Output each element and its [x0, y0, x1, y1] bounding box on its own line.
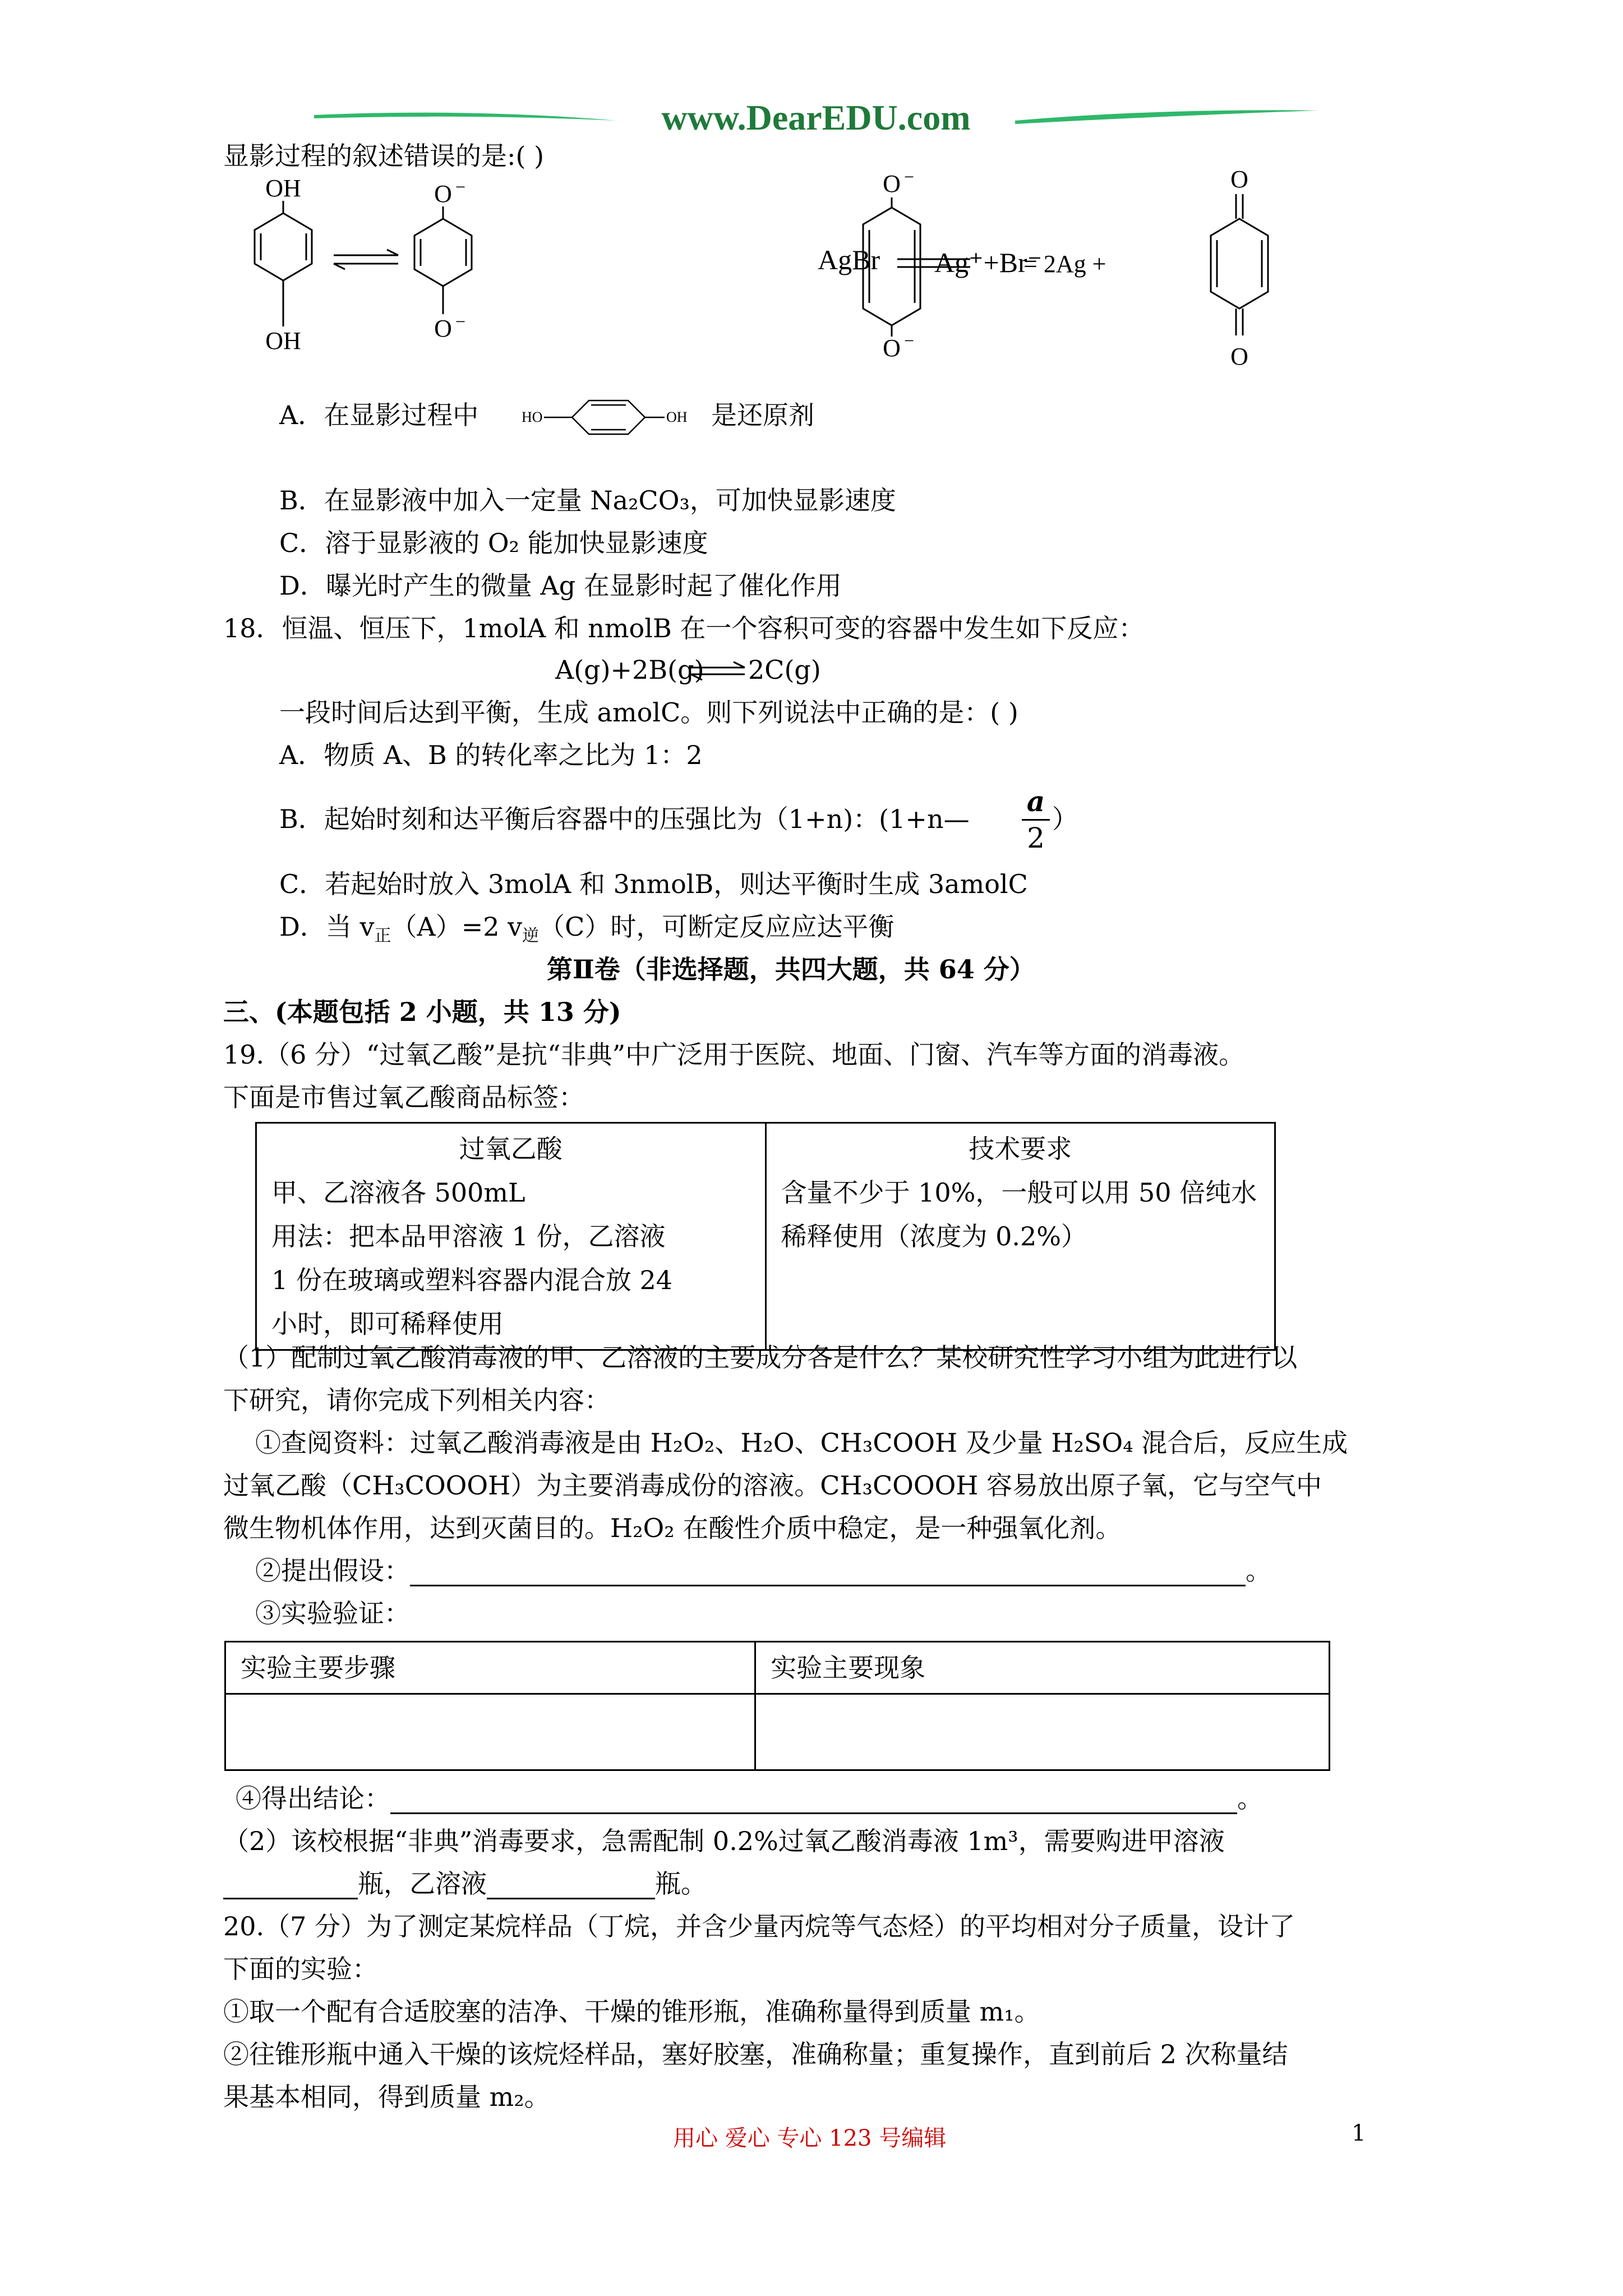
minus-bottom-r: − [904, 330, 915, 351]
hypothesis-period: 。 [1246, 1556, 1271, 1586]
q17-option-a-post: 是还原剂 [711, 400, 814, 430]
optD-mid: （A）=2 v [391, 912, 523, 942]
q17-option-d: D．曝光时产生的微量 Ag 在显影时起了催化作用 [279, 570, 842, 601]
optD-pre: D．当 v [279, 912, 375, 942]
q19-step1-line3: 微生物机体作用，达到灭菌目的。H₂O₂ 在酸性介质中稳定，是一种强氧化剂。 [223, 1513, 1122, 1543]
q18-equilibrium-arrow [689, 660, 747, 682]
q17-option-b: B．在显影液中加入一定量 Na₂CO₃，可加快显影速度 [279, 485, 896, 516]
label-right-line: 稀释使用（浓度为 0.2%） [781, 1221, 1087, 1251]
page-number: 1 [1352, 2120, 1366, 2146]
q19-part2-line1: （2）该校根据“非典”消毒要求，急需配制 0.2%过氧乙酸消毒液 1m³，需要购进甲溶液 [223, 1826, 1225, 1856]
hypothesis-label: ②提出假设： [255, 1556, 410, 1586]
fraction-numerator: a [1022, 784, 1050, 821]
q17-option-c: C．溶于显影液的 O₂ 能加快显影速度 [279, 528, 708, 558]
label-right-title: 技术要求 [969, 1134, 1072, 1164]
conclusion-label: ④得出结论： [236, 1783, 390, 1814]
q18-equation-left: A(g)+2B(g) [555, 655, 704, 685]
q17-option-a-pre: A．在显影过程中 [279, 400, 479, 430]
bottle-b-blank[interactable] [487, 1873, 655, 1899]
ring-right [414, 219, 472, 286]
q19-part1-line2: 下研究，请你完成下列相关内容： [223, 1385, 610, 1415]
q18-fraction [1022, 784, 1050, 855]
q18-option-b-pre: B．起始时刻和达平衡后容器中的压强比为（1+n)：(1+n— [279, 804, 970, 834]
exp-col-phenomena-header: 实验主要现象 [755, 1642, 1330, 1694]
q20-step1: ①取一个配有合适胶塞的洁净、干燥的锥形瓶，准确称量得到质量 m₁。 [223, 1996, 1040, 2027]
q19-line1: 19.（6 分）“过氧乙酸”是抗“非典”中广泛用于医院、地面、门窗、汽车等方面的消毒液。 [223, 1039, 1245, 1070]
exp-col-steps-header: 实验主要步骤 [225, 1642, 755, 1694]
section3-title: 三、(本题包括 2 小题，共 13 分) [223, 997, 621, 1027]
q19-verification: ③实验验证： [255, 1598, 410, 1628]
q18-option-b-post: ） [1052, 804, 1078, 834]
exp-steps-cell[interactable] [225, 1694, 755, 1770]
q18-option-a: A．物质 A、B 的转化率之比为 1：2 [279, 740, 703, 770]
o-minus-bottom-label: O [883, 334, 901, 362]
conclusion-period: 。 [1237, 1783, 1263, 1814]
oh-bottom-label: OH [265, 327, 301, 355]
q17-structure-left [236, 174, 527, 359]
label-right-cell [766, 1123, 1275, 1350]
q17-intro: 显影过程的叙述错误的是:( ) [223, 141, 545, 171]
q19-step1-line1: ①查阅资料：过氧乙酸消毒液是由 H₂O₂、H₂O、CH₃COOH 及少量 H₂SO₄ 混合后，反应生成 [255, 1428, 1348, 1458]
ho-label: HO [522, 409, 543, 425]
o-bottom-label: O [434, 315, 452, 342]
product-label-table [255, 1122, 1276, 1351]
minus-bottom: − [455, 311, 466, 332]
quinone-o-top: O [1230, 168, 1248, 193]
label-left-line: 用法：把本品甲溶液 1 份，乙溶液 [271, 1221, 666, 1251]
q18-equation-right: 2C(g) [748, 655, 821, 685]
oh-top-label: OH [265, 174, 301, 202]
q20-line1: 20.（7 分）为了测定某烷样品（丁烷，并含少量丙烷等气态烃）的平均相对分子质量，设计了 [223, 1911, 1295, 1941]
label-left-line: 小时，即可稀释使用 [271, 1309, 504, 1339]
banner-left-swoosh [314, 113, 617, 121]
exp-phenomena-cell[interactable] [755, 1694, 1330, 1770]
o-minus-top-label: O [883, 170, 901, 197]
reaction-agbr: AgBr [818, 244, 880, 275]
q19-step1-line2: 过氧乙酸（CH₃COOOH）为主要消毒成份的溶液。CH₃COOOH 容易放出原子氧，它与空气中 [223, 1470, 1322, 1501]
reaction-products: Ag⁺+Br⁻ [934, 247, 1043, 278]
label-left-title: 过氧乙酸 [459, 1134, 562, 1164]
optD-zheng: 正 [374, 926, 391, 946]
quinone-o-bottom: O [1230, 343, 1248, 370]
q18-option-d [279, 911, 895, 946]
bottle-b-text: 瓶。 [655, 1869, 707, 1899]
q20-line2: 下面的实验： [223, 1954, 378, 1984]
label-left-line: 1 份在玻璃或塑料容器内混合放 24 [271, 1265, 673, 1295]
reaction-mid: = 2Ag + [1023, 250, 1106, 278]
q17-option-a-structure [522, 394, 701, 439]
q17-structure-right [808, 168, 1312, 376]
q19-part2-line2 [223, 1868, 707, 1899]
experiment-table [224, 1641, 1330, 1771]
optD-ni: 逆 [522, 926, 540, 946]
q19-line2: 下面是市售过氧乙酸商品标签： [223, 1082, 584, 1112]
label-left-cell [256, 1123, 766, 1350]
footer-text: 用心 爱心 专心 123 号编辑 [673, 2125, 947, 2151]
quinone-ring [1211, 219, 1268, 309]
o-top-label: O [434, 180, 452, 208]
conclusion-blank[interactable] [390, 1788, 1237, 1814]
fraction-denominator: 2 [1027, 822, 1045, 854]
oh-label: OH [666, 409, 688, 425]
ring-left [255, 213, 312, 280]
label-left-line: 甲、乙溶液各 500mL [271, 1177, 525, 1208]
optD-post: （C）时，可断定反应应达平衡 [539, 912, 895, 942]
label-right-line: 含量不少于 10%，一般可以用 50 倍纯水 [781, 1177, 1257, 1208]
hypothesis-blank[interactable] [410, 1560, 1246, 1586]
q19-conclusion [236, 1783, 1263, 1814]
part2-title: 第Ⅱ卷（非选择题，共四大题，共 64 分） [547, 954, 1035, 984]
q18-line2: 一段时间后达到平衡，生成 amolC。则下列说法中正确的是：( ) [279, 697, 1018, 728]
q18-option-c: C．若起始时放入 3molA 和 3nmolB，则达平衡时生成 3amolC [279, 869, 1028, 899]
bottle-a-text: 瓶，乙溶液 [358, 1869, 487, 1899]
minus-top: − [455, 177, 466, 197]
q19-part1-line1: （1）配制过氧乙酸消毒液的甲、乙溶液的主要成分各是什么？某校研究性学习小组为此进行以 [223, 1342, 1298, 1373]
bottle-a-blank[interactable] [223, 1873, 358, 1899]
banner-right-swoosh [1015, 110, 1318, 124]
q20-step2-line1: ②往锥形瓶中通入干燥的该烷烃样品，塞好胶塞，准确称量；重复操作，直到前后 2 次称量结 [223, 2039, 1288, 2069]
site-name[interactable]: www.DearEDU.com [661, 98, 971, 137]
minus-top-r: − [904, 168, 915, 187]
q18-stem: 18．恒温、恒压下，1molA 和 nmolB 在一个容积可变的容器中发生如下反应： [223, 613, 1145, 643]
q19-hypothesis [255, 1555, 1271, 1586]
q20-step2-line2: 果基本相同，得到质量 m₂。 [223, 2082, 550, 2112]
